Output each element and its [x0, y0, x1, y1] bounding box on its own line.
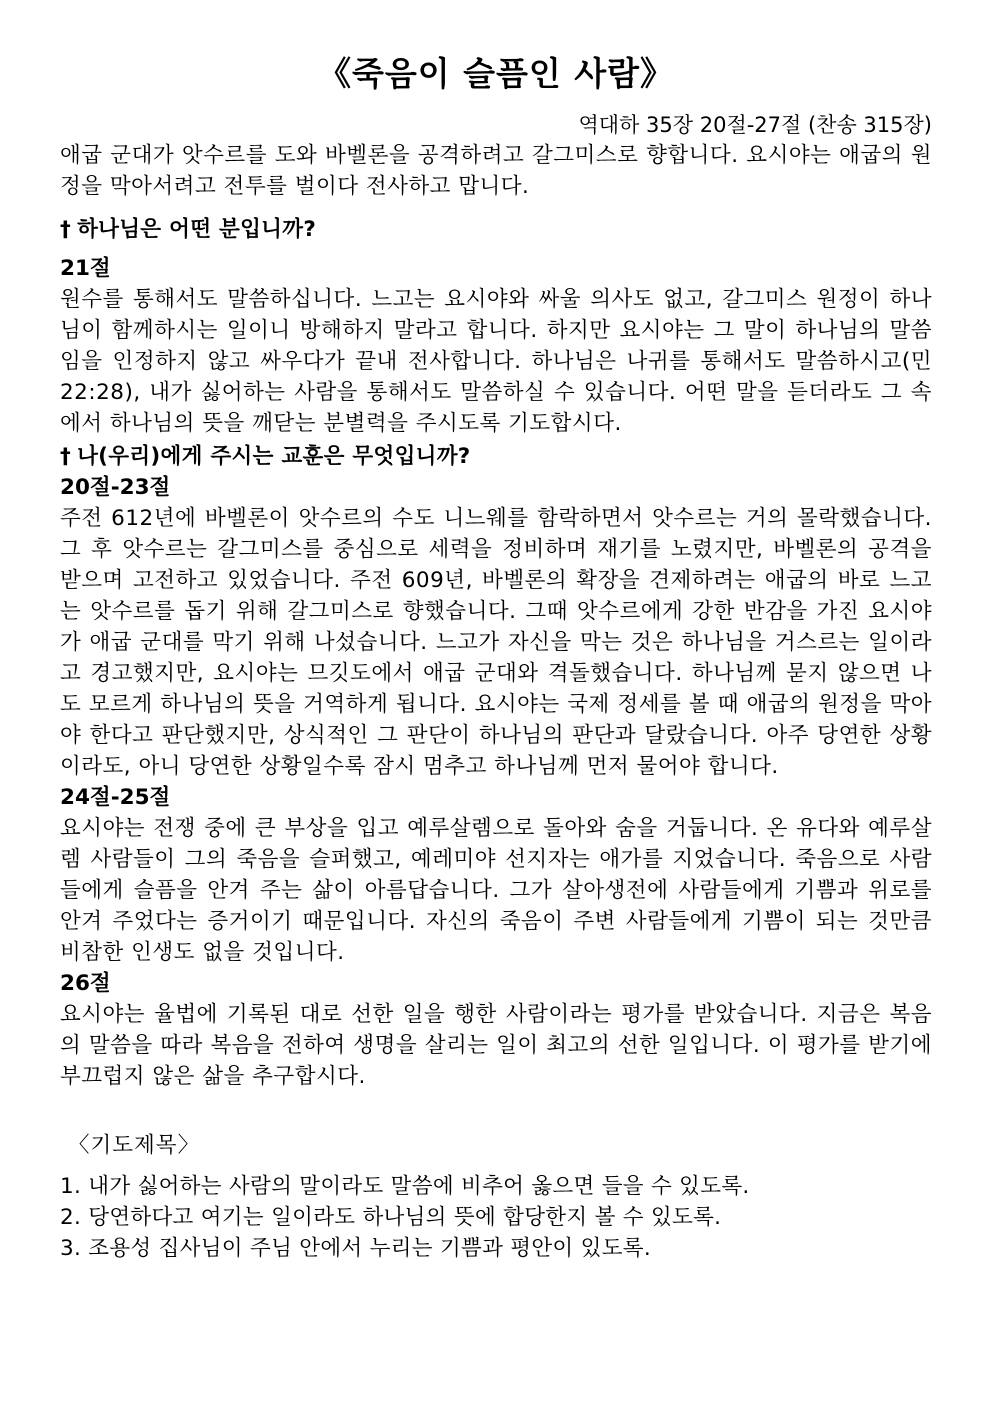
prayer-item: 3. 조용성 집사님이 주님 안에서 누리는 기쁨과 평안이 있도록.	[60, 1236, 651, 1261]
prayer-item: 1. 내가 싫어하는 사람의 말이라도 말씀에 비추어 옳으면 들을 수 있도록.	[60, 1174, 750, 1199]
prayer-heading: 〈기도제목〉	[68, 1133, 201, 1158]
question-text: 하나님은 어떤 분입니까?	[77, 217, 317, 242]
page-title: 《죽음이 슬픔인 사람》	[317, 54, 674, 93]
section-question	[60, 441, 932, 472]
scripture-reference: 역대하 35장 20절-27절 (찬송 315장)	[578, 113, 932, 137]
verse-heading: 21절	[60, 256, 111, 281]
devotional-page	[60, 52, 932, 1264]
intro-paragraph: 애굽 군대가 앗수르를 도와 바벨론을 공격하려고 갈그미스로 향합니다. 요시야는 애굽의 원정을 막아서려고 전투를 벌이다 전사하고 맙니다.	[60, 143, 932, 199]
verse-heading: 20절-23절	[60, 475, 171, 500]
verse-heading: 26절	[60, 971, 111, 996]
verse-paragraph: 요시야는 전쟁 중에 큰 부상을 입고 예루살렘으로 돌아와 숨을 거둡니다. 온 유다와 예루살렘 사람들이 그의 죽음을 슬퍼했고, 예레미야 선지자는 애가를 지었습니다. 죽음으로 사람들에게 슬픔을 안겨 주는 삶이 아름답습니다. 그가 살아생전에 사람들에게 기쁨과 위로를 안겨 주었다는 증거이기 때문입니다. 자신의 죽음이 주변 사람들에게 기쁨이 되는 것만큼 비참한 인생도 없을 것입니다.	[60, 816, 932, 965]
verse-heading: 24절-25절	[60, 785, 171, 810]
verse-paragraph: 원수를 통해서도 말씀하십니다. 느고는 요시야와 싸울 의사도 없고, 갈그미스 원정이 하나님이 함께하시는 일이니 방해하지 말라고 합니다. 하지만 요시야는 그 말이 하나님의 말씀임을 인정하지 않고 싸우다가 끝내 전사합니다. 하나님은 나귀를 통해서도 말씀하시고(민22:28), 내가 싫어하는 사람을 통해서도 말씀하실 수 있습니다. 어떤 말을 듣더라도 그 속에서 하나님의 뜻을 깨닫는 분별력을 주시도록 기도합시다.	[60, 287, 932, 436]
verse-paragraph: 요시야는 율법에 기록된 대로 선한 일을 행한 사람이라는 평가를 받았습니다. 지금은 복음의 말씀을 따라 복음을 전하여 생명을 살리는 일이 최고의 선한 일입니다. 이 평가를 받기에 부끄럽지 않은 삶을 추구합시다.	[60, 1002, 932, 1089]
prayer-item: 2. 당연하다고 여기는 일이라도 하나님의 뜻에 합당한지 볼 수 있도록.	[60, 1205, 722, 1230]
question-text: 나(우리)에게 주시는 교훈은 무엇입니까?	[77, 444, 471, 469]
section-question	[60, 214, 932, 245]
cross-icon: †	[60, 444, 72, 469]
cross-icon: †	[60, 217, 72, 242]
verse-paragraph: 주전 612년에 바벨론이 앗수르의 수도 니느웨를 함락하면서 앗수르는 거의 몰락했습니다. 그 후 앗수르는 갈그미스를 중심으로 세력을 정비하며 재기를 노렸지만, 바벨론의 공격을 받으며 고전하고 있었습니다. 주전 609년, 바벨론의 확장을 견제하려는 애굽의 바로 느고는 앗수르를 돕기 위해 갈그미스로 향했습니다. 그때 앗수르에게 강한 반감을 가진 요시야가 애굽 군대를 막기 위해 나섰습니다. 느고가 자신을 막는 것은 하나님을 거스르는 일이라고 경고했지만, 요시야는 므깃도에서 애굽 군대와 격돌했습니다. 하나님께 묻지 않으면 나도 모르게 하나님의 뜻을 거역하게 됩니다. 요시야는 국제 정세를 볼 때 애굽의 원정을 막아야 한다고 판단했지만, 상식적인 그 판단이 하나님의 판단과 달랐습니다. 아주 당연한 상황이라도, 아니 당연한 상황일수록 잠시 멈추고 하나님께 먼저 물어야 합니다.	[60, 506, 932, 779]
prayer-list	[60, 1171, 932, 1264]
